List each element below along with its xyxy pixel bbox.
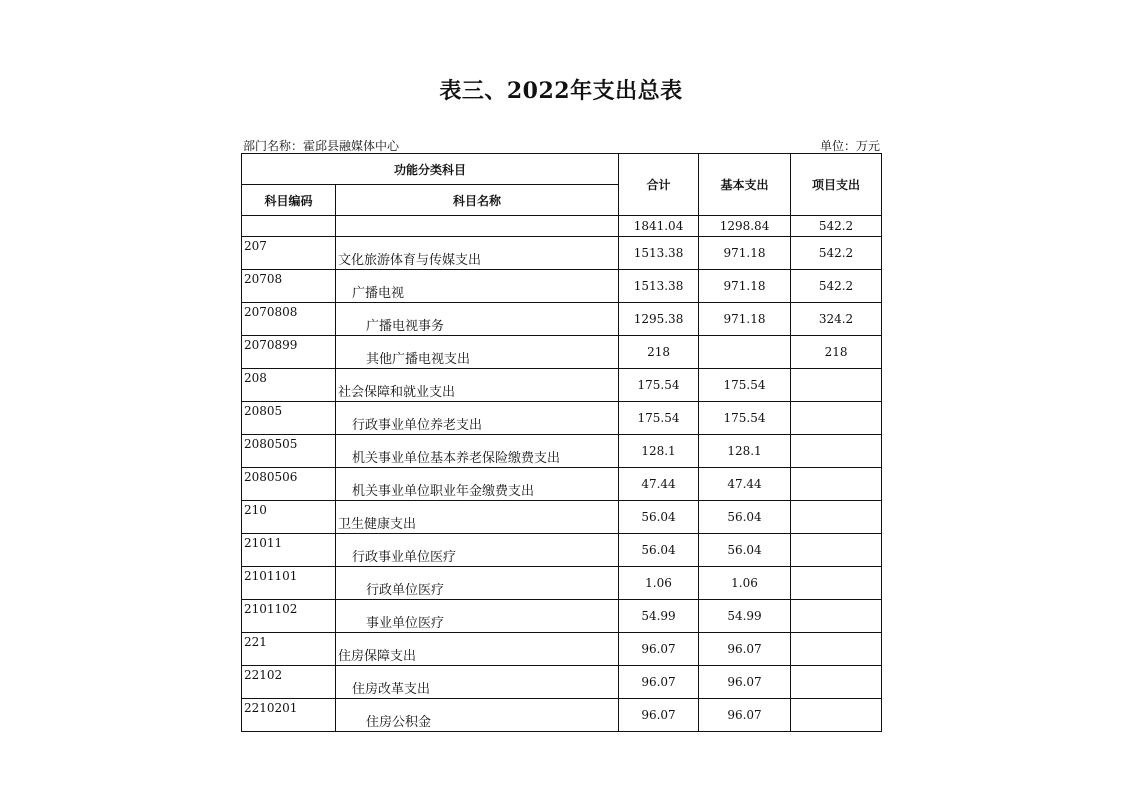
basic-amount-cell: 96.07 [699, 633, 791, 666]
subject-name-cell: 住房改革支出 [336, 666, 619, 699]
total-amount-cell: 56.04 [619, 534, 699, 567]
total-row [242, 216, 882, 237]
table-row [242, 435, 882, 468]
table-row [242, 567, 882, 600]
total-amount-cell: 175.54 [619, 369, 699, 402]
basic-amount-cell: 971.18 [699, 270, 791, 303]
basic-amount-cell [699, 336, 791, 369]
basic-amount-cell: 175.54 [699, 402, 791, 435]
basic-amount-cell: 1.06 [699, 567, 791, 600]
total-amount-cell: 96.07 [619, 633, 699, 666]
basic-amount-cell: 128.1 [699, 435, 791, 468]
basic-amount-cell: 96.07 [699, 699, 791, 732]
page-title: 表三、2022年支出总表 [439, 78, 683, 104]
header-subject-code: 科目编码 [242, 185, 336, 216]
header-basic-expenditure: 基本支出 [699, 154, 791, 216]
table-row [242, 699, 882, 732]
table-row [242, 468, 882, 501]
subject-code-cell: 20708 [242, 270, 336, 303]
subject-name-cell: 社会保障和就业支出 [336, 369, 619, 402]
subject-name-cell: 住房保障支出 [336, 633, 619, 666]
subject-code-cell: 2080505 [242, 435, 336, 468]
subject-code-cell: 2070808 [242, 303, 336, 336]
table-row [242, 402, 882, 435]
table-row [242, 336, 882, 369]
subject-code-cell: 207 [242, 237, 336, 270]
project-amount-cell [791, 600, 882, 633]
basic-amount-cell: 971.18 [699, 303, 791, 336]
total-amount-cell: 218 [619, 336, 699, 369]
table-row [242, 369, 882, 402]
subject-name-cell: 广播电视 [336, 270, 619, 303]
total-amount-cell: 1295.38 [619, 303, 699, 336]
total-amount-cell: 128.1 [619, 435, 699, 468]
total-amount-cell: 56.04 [619, 501, 699, 534]
basic-amount-cell: 971.18 [699, 237, 791, 270]
subject-code-cell: 208 [242, 369, 336, 402]
total-code-cell [242, 216, 336, 237]
total-basic-cell: 1298.84 [699, 216, 791, 237]
basic-amount-cell: 47.44 [699, 468, 791, 501]
basic-amount-cell: 56.04 [699, 534, 791, 567]
subject-code-cell: 21011 [242, 534, 336, 567]
basic-amount-cell: 175.54 [699, 369, 791, 402]
subject-code-cell: 2080506 [242, 468, 336, 501]
project-amount-cell [791, 666, 882, 699]
subject-name-cell: 广播电视事务 [336, 303, 619, 336]
header-function-classification: 功能分类科目 [242, 154, 619, 185]
subject-code-cell: 2101102 [242, 600, 336, 633]
total-project-cell: 542.2 [791, 216, 882, 237]
table-row [242, 633, 882, 666]
subject-name-cell: 其他广播电视支出 [336, 336, 619, 369]
subject-name-cell: 机关事业单位基本养老保险缴费支出 [336, 435, 619, 468]
header-project-expenditure: 项目支出 [791, 154, 882, 216]
table-row [242, 237, 882, 270]
table-row [242, 303, 882, 336]
total-amount-cell: 1.06 [619, 567, 699, 600]
table-row [242, 501, 882, 534]
basic-amount-cell: 96.07 [699, 666, 791, 699]
project-amount-cell: 542.2 [791, 237, 882, 270]
project-amount-cell [791, 402, 882, 435]
subject-code-cell: 22102 [242, 666, 336, 699]
header-subject-name: 科目名称 [336, 185, 619, 216]
subject-code-cell: 2070899 [242, 336, 336, 369]
subject-code-cell: 221 [242, 633, 336, 666]
subject-name-cell: 住房公积金 [336, 699, 619, 732]
project-amount-cell [791, 435, 882, 468]
basic-amount-cell: 54.99 [699, 600, 791, 633]
department-label: 部门名称：霍邱县融媒体中心 [243, 139, 400, 153]
total-name-cell [336, 216, 619, 237]
project-amount-cell [791, 567, 882, 600]
total-amount-cell: 47.44 [619, 468, 699, 501]
subject-code-cell: 20805 [242, 402, 336, 435]
project-amount-cell [791, 369, 882, 402]
total-amount-cell: 96.07 [619, 699, 699, 732]
project-amount-cell [791, 534, 882, 567]
project-amount-cell: 324.2 [791, 303, 882, 336]
subject-code-cell: 2101101 [242, 567, 336, 600]
table-row [242, 600, 882, 633]
subject-name-cell: 行政事业单位养老支出 [336, 402, 619, 435]
project-amount-cell [791, 501, 882, 534]
total-amount-cell: 1513.38 [619, 270, 699, 303]
table-row [242, 534, 882, 567]
project-amount-cell [791, 468, 882, 501]
basic-amount-cell: 56.04 [699, 501, 791, 534]
subject-name-cell: 机关事业单位职业年金缴费支出 [336, 468, 619, 501]
total-amount-cell: 96.07 [619, 666, 699, 699]
table-row [242, 666, 882, 699]
subject-name-cell: 事业单位医疗 [336, 600, 619, 633]
unit-label: 单位：万元 [819, 139, 880, 153]
project-amount-cell [791, 699, 882, 732]
subject-name-cell: 文化旅游体育与传媒支出 [336, 237, 619, 270]
total-amount-cell: 175.54 [619, 402, 699, 435]
project-amount-cell: 542.2 [791, 270, 882, 303]
total-amount-cell: 1841.04 [619, 216, 699, 237]
subject-name-cell: 卫生健康支出 [336, 501, 619, 534]
subject-code-cell: 2210201 [242, 699, 336, 732]
total-amount-cell: 1513.38 [619, 237, 699, 270]
subject-code-cell: 210 [242, 501, 336, 534]
project-amount-cell [791, 633, 882, 666]
subject-name-cell: 行政单位医疗 [336, 567, 619, 600]
project-amount-cell: 218 [791, 336, 882, 369]
table-row [242, 270, 882, 303]
header-total: 合计 [619, 154, 699, 216]
total-amount-cell: 54.99 [619, 600, 699, 633]
expenditure-table [241, 153, 882, 732]
subject-name-cell: 行政事业单位医疗 [336, 534, 619, 567]
